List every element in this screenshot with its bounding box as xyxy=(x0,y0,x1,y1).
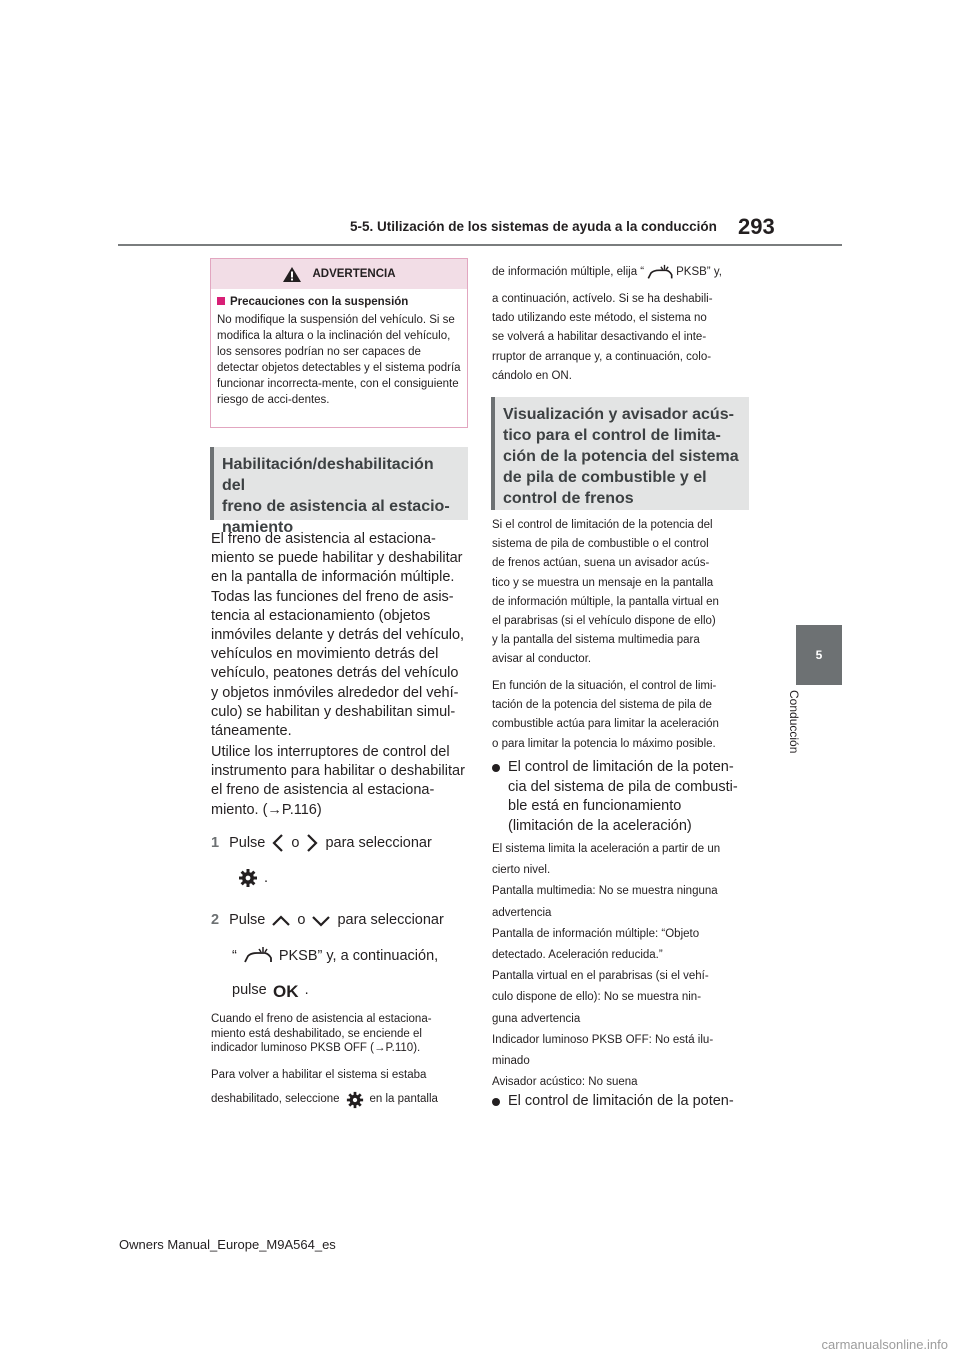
chapter-tab xyxy=(796,625,842,685)
step-1-target: . xyxy=(238,868,268,888)
step-2-target: “ PKSB” y, a continuación, xyxy=(232,946,438,966)
gear-icon xyxy=(346,1091,364,1109)
paragraph-pksb-intro: El freno de asistencia al estaciona- miento se puede habilitar y deshabilitar en la pantalla de información múltiple. Todas las funciones del freno de asis- tencia al estacionamiento (objetos inmóviles delante y detrás del vehículo, vehículos en movimiento detrás del vehículo, peatones detrás del vehículo y objetos inmóviles alrededor del vehí- culo) se habilitan y deshabilitan simul- táneamente. xyxy=(211,531,465,740)
bullet-dot-icon xyxy=(492,764,500,772)
chapter-label: Conducción xyxy=(787,690,801,754)
list-acceleration-limit-details: El sistema limita la aceleración a partir de un cierto nivel. Pantalla multimedia: No se muestra ninguna advertencia Pantalla de información múltiple: “Objeto detectado. Aceleración reducida.” Pantalla virtual en el parabrisas (si el vehí- culo dispone de ello): No se muestra nin- guna advertencia Indicador luminoso PKSB OFF: No está ilu- minado Avisador acústico: No suena xyxy=(492,843,721,1089)
warning-subtitle: Precauciones con la suspensión xyxy=(217,294,461,310)
chevron-right-icon xyxy=(305,833,319,853)
gear-icon xyxy=(238,868,258,888)
ok-button-icon xyxy=(273,982,299,1000)
section-heading-pksb: Habilitación/deshabilitación del freno de asistencia al estacio- namiento xyxy=(210,447,468,520)
watermark: carmanualsonline.info xyxy=(821,1337,948,1352)
warning-text: No modifique la suspensión del vehículo. Si se modifica la altura o la inclinación del vehículo, los sensores podrían no ser capaces de detectar objetos detectables y el sistema podría funcionar incorrecta-mente, con el consiguiente riesgo de acci-dentes. xyxy=(217,314,461,406)
running-header: 5-5. Utilización de los sistemas de ayuda a la conducción xyxy=(350,219,717,234)
note-pksb-off: Cuando el freno de asistencia al estaciona- miento está deshabilitado, se enciende el indicador luminoso PKSB OFF (→P.110). xyxy=(211,1013,432,1054)
paragraph-reenable-cont-line1: de información múltiple, elija “ PKSB” y, xyxy=(492,263,750,282)
svg-text:OK: OK xyxy=(272,981,299,1000)
paragraph-fuel-cell-situation: En función de la situación, el control de limi- tación de la potencia del sistema de pila de combustible actúa para limitar la aceleración o para limitar la potencia lo máximo posible. xyxy=(492,680,719,750)
warning-title: ADVERTENCIA xyxy=(312,268,396,280)
footer-manual-id: Owners Manual_Europe_M9A564_es xyxy=(119,1237,336,1252)
bullet-power-limit: El control de limitación de la poten- xyxy=(492,1092,750,1112)
chevron-up-icon xyxy=(271,914,291,928)
note-reenable-line1: Para volver a habilitar el sistema si estaba xyxy=(211,1069,427,1081)
header-rule xyxy=(118,244,842,246)
paragraph-fuel-cell-intro: Si el control de limitación de la potencia del sistema de pila de combustible o el control de frenos actúan, suena un avisador acús- tico y se muestra un mensaje en la pantalla de información múltiple, la pantalla virtual en el parabrisas (si el vehículo dispone de ello) y la pantalla del sistema multimedia para avisar al conductor. xyxy=(492,519,719,666)
step-1: 1 Pulse o para seleccionar xyxy=(211,833,469,853)
step-2: 2 Pulse o para seleccionar xyxy=(211,912,444,928)
warning-box xyxy=(210,258,468,428)
section-heading-fuel-cell-limit: Visualización y avisador acús- tico para el control de limita- ción de la potencia del sistema de pila de combustible y el control de frenos xyxy=(491,397,749,510)
pksb-car-icon xyxy=(243,946,273,966)
warning-body xyxy=(211,289,467,413)
bullet-square-icon xyxy=(217,297,225,305)
step-2-confirm: pulse OK . xyxy=(232,981,309,1000)
bullet-dot-icon xyxy=(492,1098,500,1106)
warning-triangle-icon xyxy=(282,266,302,283)
paragraph-pksb-switches: Utilice los interruptores de control del instrumento para habilitar o deshabilitar el freno de asistencia al estaciona- miento. (→P.116) xyxy=(211,744,465,818)
chevron-left-icon xyxy=(271,833,285,853)
paragraph-reenable-cont: a continuación, actívelo. Si se ha deshabili- tado utilizando este método, el sistema no se volverá a habilitar desactivando el inte- rruptor de arranque y, a continuación, colo- cándolo en ON. xyxy=(492,293,713,382)
warning-header xyxy=(211,259,467,289)
step-number: 2 xyxy=(211,912,220,928)
step-number: 1 xyxy=(211,834,220,851)
bullet-acceleration-limit: El control de limitación de la poten- cia del sistema de pila de combusti- ble está en funcionamiento (limitación de la aceleración) xyxy=(492,758,750,836)
pksb-car-icon xyxy=(646,264,674,282)
chapter-number: 5 xyxy=(815,648,823,662)
note-reenable-line2: deshabilitado, seleccione en la pantalla xyxy=(211,1090,469,1109)
chevron-down-icon xyxy=(311,914,331,928)
page-number: 293 xyxy=(738,214,775,239)
